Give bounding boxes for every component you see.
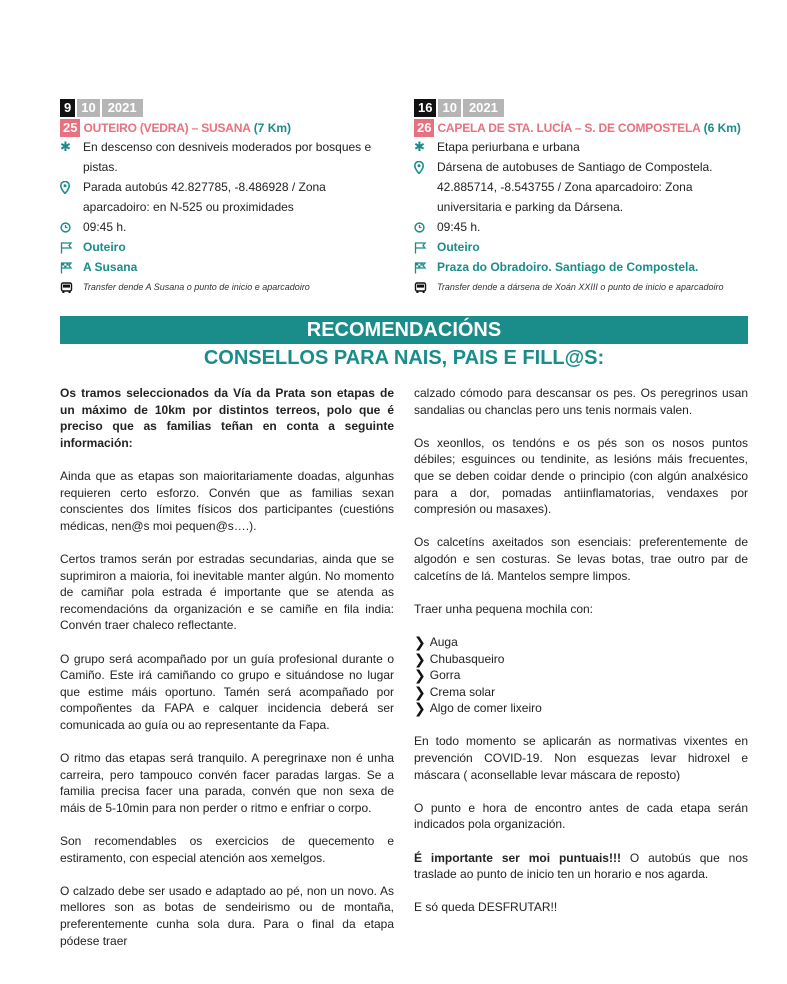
stage-time: 09:45 h. — [83, 220, 127, 234]
bus-icon — [414, 277, 437, 297]
stage-time-row — [414, 217, 744, 237]
flag-icon — [60, 237, 83, 257]
checkered-flag-icon — [414, 257, 437, 277]
punctuality-paragraph — [414, 850, 748, 883]
date-year: 2021 — [463, 99, 504, 117]
list-item-label: Algo de comer lixeiro — [429, 701, 542, 716]
stage-start-row — [60, 237, 390, 257]
list-item — [414, 700, 748, 717]
date-year: 2021 — [102, 99, 143, 117]
recommendations-banner: RECOMENDACIÓNS — [60, 316, 748, 344]
paragraph: Son recomendables os exercicios de quecemento e estiramento, con especial atención aos xemelgos. — [60, 834, 394, 865]
stage-title-row — [414, 119, 744, 137]
stage-location: Parada autobús 42.827785, -8.486928 / Zona aparcadoiro: en N-525 ou proximidades — [83, 180, 326, 214]
asterisk-icon: ✱ — [414, 139, 425, 154]
paragraph: O punto e hora de encontro antes de cada etapa serán indicados pola organización. — [414, 800, 748, 832]
stage-finish: A Susana — [83, 260, 138, 274]
list-item-label: Chubasqueiro — [429, 651, 505, 666]
stage-title: OUTEIRO (VEDRA) – SUSANA — [83, 121, 251, 135]
list-item-label: Gorra — [429, 668, 461, 683]
paragraph: Os calcetíns axeitados son esenciais: preferentemente de algodón e sen costuras. Se levas botas, trae outro par de calcetíns de lá. Mantelos sempre limpos. — [414, 535, 748, 583]
stage-finish-row — [60, 257, 390, 277]
clock-icon — [60, 217, 83, 237]
list-item — [414, 634, 748, 651]
clock-icon — [414, 217, 437, 237]
stage-transfer: Transfer dende A Susana o punto de inicio e aparcadoiro — [83, 282, 310, 292]
backpack-title: Traer unha pequena mochila con: — [414, 601, 594, 616]
stage-finish-row — [414, 257, 744, 277]
left-text-column — [60, 385, 394, 966]
stage-transfer-row — [414, 277, 744, 297]
paragraph: Os xeonllos, os tendóns e os pés son os nosos puntos débiles; esguinces ou tendinite, as lesións máis frecuentes, que se deben coidar dende o principio (con algún analxésico para a dor, pomadas antiinflamatorias, vendaxes por compresión ou masaxes). — [414, 435, 748, 517]
paragraph: O ritmo das etapas será tranquilo. A peregrinaxe non é unha carreira, pero tampouco convén facer paradas largas. Se a familia precisa facer una parada, convén que non sexa de máis de 5-10min para non perder o ritmo e enfriar o corpo. — [60, 751, 394, 815]
stage-card-26 — [414, 99, 744, 297]
stage-location: Dársena de autobuses de Santiago de Compostela. 42.885714, -8.543755 / Zona aparcadoiro: Zona universitaria e parking da Dársena. — [437, 160, 713, 214]
stage-transfer-row — [60, 277, 390, 297]
stage-number: 26 — [414, 119, 434, 137]
flag-icon — [414, 237, 437, 257]
paragraph: En todo momento se aplicarán as normativas vixentes en prevención COVID-19. Non esquezas levar hidroxel e máscara ( aconsellable levar máscara de reposto) — [414, 734, 748, 782]
list-item-label: Crema solar — [429, 684, 496, 699]
stage-start-row — [414, 237, 744, 257]
stage-finish: Praza do Obradoiro. Santiago de Compostela. — [437, 260, 699, 274]
chevron-right-icon: ❯ — [414, 700, 426, 717]
stage-transfer: Transfer dende a dársena de Xoán XXIII o punto de inicio e aparcadoiro — [437, 282, 724, 292]
stage-card-25 — [60, 99, 390, 297]
stage-start: Outeiro — [437, 240, 480, 254]
asterisk-icon: ✱ — [60, 139, 71, 154]
stage-number: 25 — [60, 119, 80, 137]
chevron-right-icon: ❯ — [414, 667, 426, 684]
stage-description-row — [60, 137, 390, 177]
punctuality-emphasis: É importante ser moi puntuais!!! — [414, 850, 621, 865]
chevron-right-icon: ❯ — [414, 683, 426, 700]
stage-start: Outeiro — [83, 240, 126, 254]
paragraph: O calzado debe ser usado e adaptado ao pé, non un novo. As mellores son as botas de sendeirismo ou de montaña, preferentemente cunha sola dura. Para o final da etapa pódese traer — [60, 883, 394, 948]
paragraph: Ainda que as etapas son maioritariamente doadas, algunhas requieren certo esforzo. Convén que as familias sexan conscientes dos límites físicos dos participantes (cuestións médicas, nen@s moi pequen@s….). — [60, 468, 394, 533]
intro-paragraph: Os tramos seleccionados da Vía da Prata son etapas de un máximo de 10km por distintos terreos, polo que é preciso que as familias teñan en conta a seguinte información: — [60, 386, 394, 450]
stage-date — [60, 99, 390, 117]
list-item-label: Auga — [429, 634, 458, 649]
list-item — [414, 684, 748, 701]
right-text-column — [414, 385, 748, 933]
list-item — [414, 667, 748, 684]
paragraph: calzado cómodo para descansar os pes. Os peregrinos usan sandalias ou chanclas pero uns tenis normais valen. — [414, 386, 748, 417]
chevron-right-icon: ❯ — [414, 633, 426, 650]
location-pin-icon — [414, 157, 437, 177]
checkered-flag-icon — [60, 257, 83, 277]
stage-distance: (7 Km) — [253, 121, 292, 135]
location-pin-icon — [60, 177, 83, 197]
date-month: 10 — [77, 99, 99, 117]
date-day: 16 — [414, 99, 436, 117]
chevron-right-icon: ❯ — [414, 650, 426, 667]
stage-description-row — [414, 137, 744, 157]
bus-icon — [60, 277, 83, 297]
date-month: 10 — [438, 99, 460, 117]
stage-description: En descenso con desniveis moderados por bosques e pistas. — [83, 140, 372, 174]
stage-location-row — [414, 157, 744, 217]
list-item — [414, 651, 748, 668]
punctuality-text: O autobús que nos traslade ao punto de inicio ten un horario e nos agarda. — [414, 850, 748, 882]
closing-line: E só queda DESFRUTAR!! — [414, 900, 558, 915]
stage-description: Etapa periurbana e urbana — [437, 140, 580, 154]
section-subheading: CONSELLOS PARA NAIS, PAIS E FILL@S: — [203, 347, 605, 369]
stage-distance: (6 Km) — [703, 121, 741, 135]
stage-date — [414, 99, 744, 117]
backpack-list — [414, 634, 748, 717]
stage-title-row — [60, 119, 390, 137]
date-day: 9 — [60, 99, 75, 117]
paragraph: Certos tramos serán por estradas secundarias, ainda que se suprimiron a maioria, foi inevitable manter algún. No momento de camiñar pola estrada é importante que se atenda as recomendacións da organización e se camiñe en fila india: Convén traer chaleco reflectante. — [60, 551, 394, 633]
paragraph: O grupo será acompañado por un guía profesional durante o Camiño. Este irá camiñando co grupo e situándose no lugar que estime máis oportuno. Tamén será acompañado por compoñentes da FAPA e calquer incidencia deberá ser comunicada ao guía ou ao representante da Fapa. — [60, 651, 394, 732]
stage-time: 09:45 h. — [437, 220, 481, 234]
stage-title: CAPELA DE STA. LUCÍA – S. DE COMPOSTELA — [437, 121, 701, 135]
stage-location-row — [60, 177, 390, 217]
stage-time-row — [60, 217, 390, 237]
